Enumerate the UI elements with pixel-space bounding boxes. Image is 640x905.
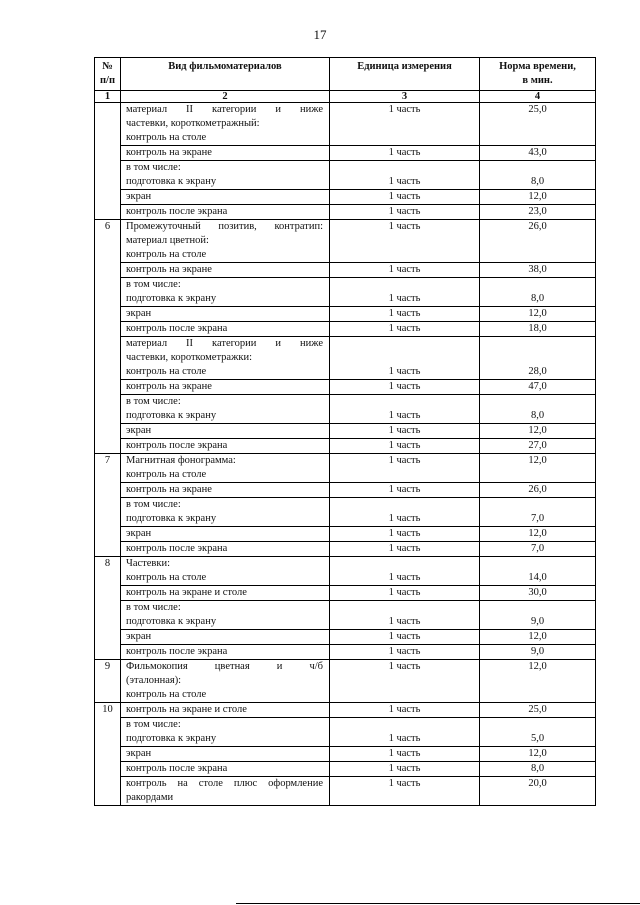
time-norm-cell: 38,0	[480, 263, 596, 278]
time-norm-cell: 8,0	[480, 278, 596, 307]
material-name-cell	[121, 307, 330, 322]
material-name-cell	[121, 660, 330, 703]
table-row	[95, 395, 596, 424]
table-row	[95, 718, 596, 747]
item-number-cell: 10	[95, 703, 121, 806]
unit-cell: 1 часть	[330, 146, 480, 161]
unit-cell: 1 часть	[330, 190, 480, 205]
material-name-line: контроль после экрана	[126, 646, 228, 657]
material-name-line: материал II категории и ниже	[126, 338, 323, 349]
material-name-line: контроль на экране	[126, 381, 212, 392]
table-row	[95, 645, 596, 660]
material-name-line: подготовка к экрану	[126, 513, 217, 524]
column-number: 2	[121, 91, 330, 103]
table-row	[95, 557, 596, 586]
material-name-line: в том числе:	[126, 602, 181, 613]
table-row	[95, 322, 596, 337]
table-row	[95, 498, 596, 527]
time-norm-cell: 7,0	[480, 498, 596, 527]
material-name-line: подготовка к экрану	[126, 410, 217, 421]
unit-cell: 1 часть	[330, 718, 480, 747]
page-number: 17	[313, 27, 327, 42]
material-name-line: в том числе:	[126, 499, 181, 510]
material-name-line: контроль на экране	[126, 264, 212, 275]
unit-cell: 1 часть	[330, 263, 480, 278]
material-name-line: частевки, короткометражный:	[126, 118, 260, 129]
material-name-cell	[121, 439, 330, 454]
unit-cell: 1 часть	[330, 278, 480, 307]
material-name-cell	[121, 103, 330, 146]
header-unit: Единица измерения	[330, 58, 480, 91]
unit-cell: 1 часть	[330, 747, 480, 762]
table-row	[95, 161, 596, 190]
material-name-line: контроль на столе	[126, 572, 207, 583]
material-name-line: контроль на столе	[126, 132, 207, 143]
column-number: 3	[330, 91, 480, 103]
time-norm-cell: 18,0	[480, 322, 596, 337]
table-row	[95, 454, 596, 483]
table-row	[95, 263, 596, 278]
table-row	[95, 307, 596, 322]
time-norm-cell: 9,0	[480, 601, 596, 630]
time-norm-cell: 8,0	[480, 161, 596, 190]
material-name-cell	[121, 205, 330, 220]
unit-cell: 1 часть	[330, 703, 480, 718]
table-row	[95, 424, 596, 439]
time-norm-cell: 30,0	[480, 586, 596, 601]
material-name-cell	[121, 542, 330, 557]
unit-cell: 1 часть	[330, 645, 480, 660]
table-body	[95, 103, 596, 806]
material-name-cell	[121, 395, 330, 424]
table-row	[95, 220, 596, 263]
unit-cell: 1 часть	[330, 220, 480, 263]
time-norm-cell: 12,0	[480, 527, 596, 542]
table-row	[95, 527, 596, 542]
time-norm-cell: 12,0	[480, 454, 596, 483]
material-name-cell	[121, 220, 330, 263]
material-name-cell	[121, 337, 330, 380]
unit-cell: 1 часть	[330, 762, 480, 777]
material-name-cell	[121, 322, 330, 337]
unit-cell: 1 часть	[330, 660, 480, 703]
unit-cell: 1 часть	[330, 439, 480, 454]
material-name-line: Фильмокопия цветная и ч/б	[126, 661, 323, 672]
table-row	[95, 337, 596, 380]
unit-cell: 1 часть	[330, 586, 480, 601]
table-row	[95, 777, 596, 806]
table-row	[95, 630, 596, 645]
material-name-line: в том числе:	[126, 162, 181, 173]
material-name-cell	[121, 557, 330, 586]
material-name-line: материал цветной:	[126, 235, 209, 246]
time-norm-cell: 47,0	[480, 380, 596, 395]
material-name-line: подготовка к экрану	[126, 176, 217, 187]
unit-cell: 1 часть	[330, 630, 480, 645]
material-name-cell	[121, 747, 330, 762]
unit-cell: 1 часть	[330, 205, 480, 220]
unit-cell: 1 часть	[330, 307, 480, 322]
time-norm-cell: 25,0	[480, 703, 596, 718]
unit-cell: 1 часть	[330, 542, 480, 557]
material-name-line: подготовка к экрану	[126, 733, 217, 744]
material-name-line: контроль после экрана	[126, 206, 228, 217]
table-row	[95, 601, 596, 630]
material-name-cell	[121, 630, 330, 645]
material-name-line: экран	[126, 191, 152, 202]
material-name-line: контроль на экране и столе	[126, 704, 247, 715]
material-name-line: контроль на экране	[126, 147, 212, 158]
norms-table	[94, 57, 596, 806]
time-norm-cell: 7,0	[480, 542, 596, 557]
material-name-cell	[121, 146, 330, 161]
material-name-line: ракордами	[126, 792, 174, 803]
material-name-line: контроль на столе	[126, 366, 207, 377]
table-row	[95, 439, 596, 454]
time-norm-cell: 12,0	[480, 424, 596, 439]
material-name-line: экран	[126, 528, 152, 539]
material-name-line: контроль на столе	[126, 469, 207, 480]
table-row	[95, 146, 596, 161]
time-norm-cell: 12,0	[480, 660, 596, 703]
material-name-line: в том числе:	[126, 719, 181, 730]
material-name-cell	[121, 586, 330, 601]
material-name-line: контроль на столе плюс оформление	[126, 778, 323, 789]
material-name-line: экран	[126, 631, 152, 642]
time-norm-cell: 26,0	[480, 220, 596, 263]
material-name-cell	[121, 527, 330, 542]
material-name-line: Промежуточный позитив, контратип:	[126, 221, 323, 232]
material-name-cell	[121, 601, 330, 630]
table-row	[95, 190, 596, 205]
item-number-cell	[95, 103, 121, 220]
header-time-norm: Норма времени, в мин.	[480, 58, 596, 91]
column-number: 1	[95, 91, 121, 103]
unit-cell: 1 часть	[330, 424, 480, 439]
table-row	[95, 103, 596, 146]
material-name-line: контроль после экрана	[126, 323, 228, 334]
item-number-cell: 9	[95, 660, 121, 703]
table-row	[95, 747, 596, 762]
item-number-cell: 7	[95, 454, 121, 557]
time-norm-cell: 25,0	[480, 103, 596, 146]
material-name-cell	[121, 278, 330, 307]
material-name-line: материал II категории и ниже	[126, 104, 323, 115]
material-name-line: экран	[126, 748, 152, 759]
footer-rule	[236, 903, 640, 904]
time-norm-cell: 12,0	[480, 630, 596, 645]
material-name-cell	[121, 263, 330, 278]
table-header-row	[95, 58, 596, 91]
material-name-cell	[121, 454, 330, 483]
item-number-cell: 8	[95, 557, 121, 660]
material-name-line: частевки, короткометражки:	[126, 352, 252, 363]
time-norm-cell: 23,0	[480, 205, 596, 220]
material-name-line: контроль после экрана	[126, 440, 228, 451]
time-norm-cell: 12,0	[480, 307, 596, 322]
material-name-cell	[121, 718, 330, 747]
unit-cell: 1 часть	[330, 161, 480, 190]
material-name-cell	[121, 380, 330, 395]
time-norm-cell: 26,0	[480, 483, 596, 498]
time-norm-cell: 14,0	[480, 557, 596, 586]
time-norm-cell: 28,0	[480, 337, 596, 380]
unit-cell: 1 часть	[330, 527, 480, 542]
time-norm-cell: 12,0	[480, 190, 596, 205]
material-name-line: в том числе:	[126, 396, 181, 407]
table-row	[95, 762, 596, 777]
material-name-line: экран	[126, 308, 152, 319]
column-number: 4	[480, 91, 596, 103]
table-row	[95, 483, 596, 498]
material-name-line: Магнитная фонограмма:	[126, 455, 236, 466]
material-name-cell	[121, 424, 330, 439]
unit-cell: 1 часть	[330, 337, 480, 380]
table-row	[95, 542, 596, 557]
time-norm-cell: 9,0	[480, 645, 596, 660]
material-name-cell	[121, 777, 330, 806]
time-norm-cell: 27,0	[480, 439, 596, 454]
header-number: № п/п	[95, 58, 121, 91]
unit-cell: 1 часть	[330, 395, 480, 424]
material-name-line: Частевки:	[126, 558, 170, 569]
table-row	[95, 660, 596, 703]
time-norm-cell: 8,0	[480, 395, 596, 424]
material-name-line: контроль после экрана	[126, 763, 228, 774]
material-name-line: контроль на столе	[126, 249, 207, 260]
table-row	[95, 278, 596, 307]
unit-cell: 1 часть	[330, 380, 480, 395]
material-name-line: контроль на столе	[126, 689, 207, 700]
time-norm-cell: 5,0	[480, 718, 596, 747]
unit-cell: 1 часть	[330, 483, 480, 498]
header-material-type: Вид фильмоматериалов	[121, 58, 330, 91]
unit-cell: 1 часть	[330, 103, 480, 146]
material-name-cell	[121, 498, 330, 527]
material-name-line: экран	[126, 425, 152, 436]
material-name-cell	[121, 762, 330, 777]
unit-cell: 1 часть	[330, 322, 480, 337]
time-norm-cell: 43,0	[480, 146, 596, 161]
table-row	[95, 380, 596, 395]
material-name-cell	[121, 190, 330, 205]
material-name-line: подготовка к экрану	[126, 616, 217, 627]
unit-cell: 1 часть	[330, 454, 480, 483]
material-name-cell	[121, 703, 330, 718]
table-row	[95, 586, 596, 601]
unit-cell: 1 часть	[330, 601, 480, 630]
material-name-cell	[121, 645, 330, 660]
time-norm-cell: 20,0	[480, 777, 596, 806]
time-norm-cell: 12,0	[480, 747, 596, 762]
item-number-cell: 6	[95, 220, 121, 454]
time-norm-cell: 8,0	[480, 762, 596, 777]
material-name-line: подготовка к экрану	[126, 293, 217, 304]
material-name-cell	[121, 161, 330, 190]
unit-cell: 1 часть	[330, 777, 480, 806]
material-name-cell	[121, 483, 330, 498]
table-row	[95, 703, 596, 718]
material-name-line: в том числе:	[126, 279, 181, 290]
material-name-line: (эталонная):	[126, 675, 182, 686]
material-name-line: контроль после экрана	[126, 543, 228, 554]
unit-cell: 1 часть	[330, 557, 480, 586]
material-name-line: контроль на экране и столе	[126, 587, 247, 598]
unit-cell: 1 часть	[330, 498, 480, 527]
table-row	[95, 205, 596, 220]
material-name-line: контроль на экране	[126, 484, 212, 495]
column-numbers-row	[95, 91, 596, 103]
